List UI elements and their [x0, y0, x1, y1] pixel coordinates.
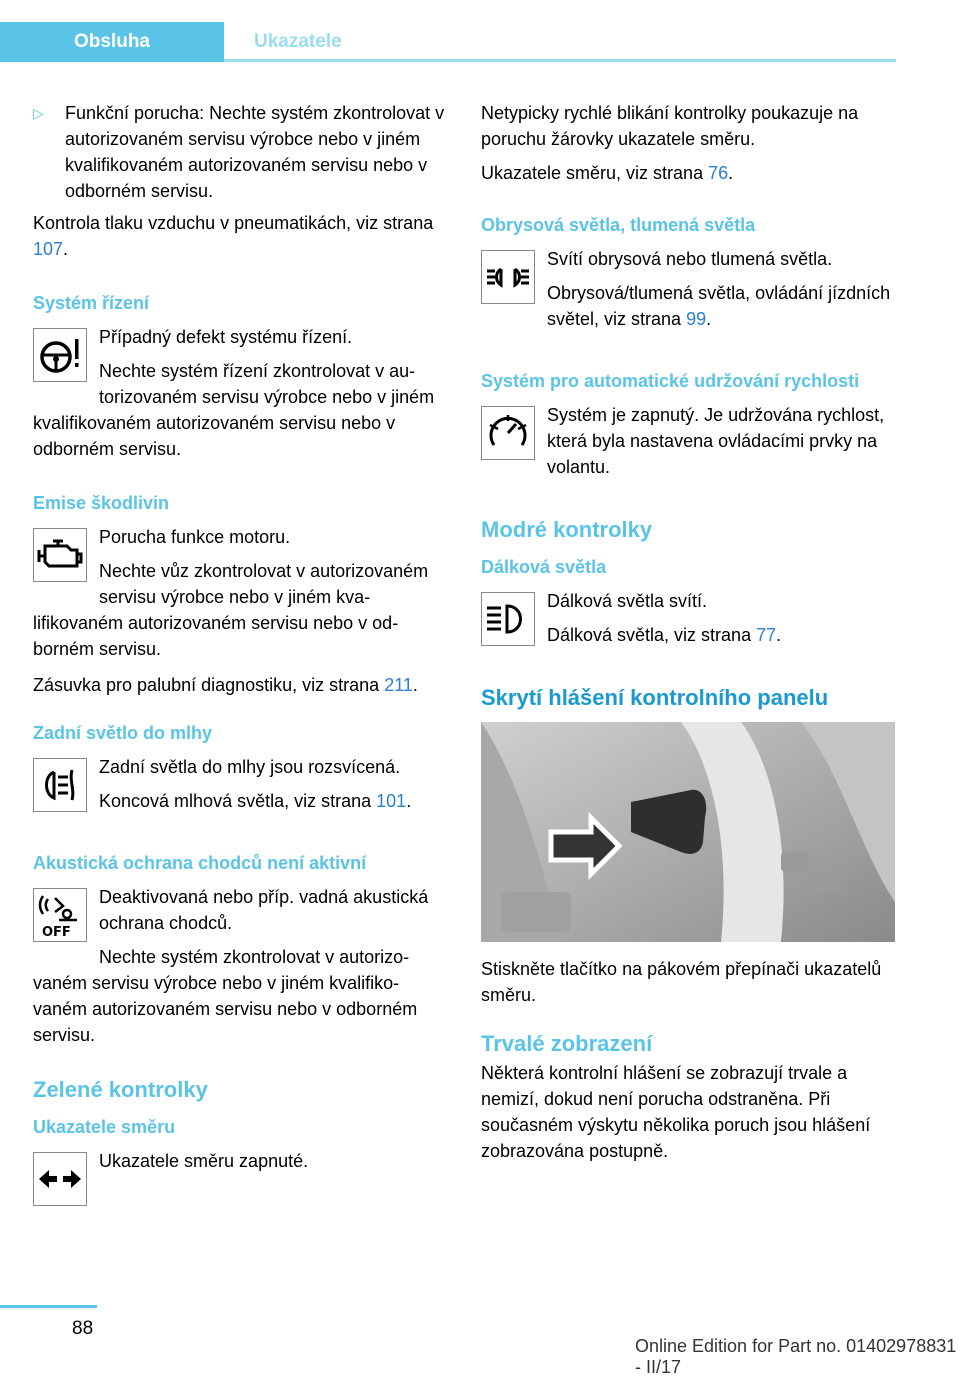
- section-title-steering: Systém řízení: [33, 293, 150, 313]
- side-lights-text-1: Svítí obrysová nebo tlumená světla.: [547, 249, 833, 269]
- header-tab-ukazatele[interactable]: Ukazatele: [224, 22, 896, 62]
- side-lights-block: [481, 246, 893, 340]
- side-lights-text-2: Obrysová/tlumená světla, ovládání jízdních světel, viz strana 99.: [547, 283, 891, 329]
- high-beam-block: [481, 588, 893, 656]
- section-title-hide-messages: Skrytí hlášení kontrolního panelu: [481, 685, 829, 710]
- section-title-pedestrian: Akustická ochrana chodců není aktivní: [33, 853, 367, 873]
- section-title-permanent-display: Trvalé zobrazení: [481, 1031, 653, 1056]
- page-link-101[interactable]: 101: [376, 791, 407, 811]
- section-title-blue-lights: Modré kontrolky: [481, 517, 653, 542]
- high-beam-text-1: Dálková světla svítí.: [547, 591, 708, 611]
- high-beam-text-2: Dálková světla, viz strana 77.: [547, 625, 782, 645]
- section-title-emissions: Emise škodlivin: [33, 493, 170, 513]
- side-lights-icon: [481, 250, 535, 304]
- blink-reference: Ukazatele směru, viz strana 76.: [481, 163, 734, 183]
- blink-paragraph: Netypicky rychlé blikání kontrolky poukazuje na poruchu žárovky ukazatele směru.: [481, 103, 859, 149]
- steering-block: [33, 324, 445, 462]
- page-link-211[interactable]: 211: [384, 675, 413, 695]
- steering-text-1: Případný defekt systému řízení.: [99, 327, 353, 347]
- svg-text:OFF: OFF: [42, 925, 71, 938]
- diag-paragraph: Zásuvka pro palubní diagnostiku, viz strana 211.: [33, 675, 418, 695]
- rear-fog-text-2: Koncová mlhová světla, viz strana 101.: [99, 791, 412, 811]
- rear-fog-light-icon: [33, 758, 87, 812]
- page-link-99[interactable]: 99: [686, 309, 707, 329]
- pedestrian-text-1: Deaktivovaná nebo příp. vadná akustická ochrana chodců.: [99, 887, 429, 933]
- emissions-block: [33, 524, 445, 662]
- engine-icon: [33, 528, 87, 582]
- rear-fog-text-1: Zadní světla do mlhy jsou rozsvícená.: [99, 757, 401, 777]
- page-link-107[interactable]: 107: [33, 239, 64, 259]
- turn-signals-text: Ukazatele směru zapnuté.: [99, 1151, 309, 1171]
- page-link-76[interactable]: 76: [708, 163, 729, 183]
- section-title-rear-fog: Zadní světlo do mlhy: [33, 723, 213, 743]
- cruise-control-icon: [481, 406, 535, 460]
- pedestrian-protection-off-icon: [33, 888, 87, 942]
- section-title-turn-signals: Ukazatele směru: [33, 1117, 176, 1137]
- turn-signal-lever-photo: [481, 722, 895, 942]
- emissions-text-2: Nechte vůz zkontrolovat v autorizovaném servisu výrobce nebo v jiném kvalifikovaném autorizovaném servisu nebo v odborném servisu.: [33, 561, 429, 659]
- high-beam-icon: [481, 592, 535, 646]
- tyre-paragraph: Kontrola tlaku vzduchu v pneumatikách, viz strana 107.: [33, 213, 434, 259]
- pedestrian-block: [33, 884, 445, 1048]
- cruise-block: [481, 402, 893, 488]
- triangle-bullet-icon: ▷: [33, 105, 44, 121]
- steering-text-2: Nechte systém řízení zkontrolovat v autorizovaném servisu výrobce nebo v jiném kvalifikovaném autorizovaném servisu nebo v odborném servisu.: [33, 361, 435, 459]
- footer-accent-line: [0, 1305, 97, 1308]
- right-column: [481, 100, 893, 1172]
- permanent-display-text: Některá kontrolní hlášení se zobrazují trvale a nemizí, dokud není porucha odstraněna. Při současném výskytu několika poruch jsou hlášení zobrazována postupně.: [481, 1063, 871, 1161]
- section-title-high-beam: Dálková světla: [481, 557, 607, 577]
- hide-messages-text: Stiskněte tlačítko na pákovém přepínači ukazatelů směru.: [481, 959, 882, 1005]
- section-title-green-lights: Zelené kontrolky: [33, 1077, 208, 1102]
- turn-signals-block: [33, 1148, 445, 1174]
- left-column: [33, 100, 445, 1210]
- rear-fog-block: [33, 754, 445, 822]
- header-tab-obsluha[interactable]: Obsluha: [0, 22, 224, 62]
- cruise-text-1: Systém je zapnutý. Je udržována rychlost, která byla nastavena ovládacími prvky na volantu.: [547, 405, 885, 477]
- bullet-item: [33, 100, 445, 204]
- section-title-cruise: Systém pro automatické udržování rychlosti: [481, 371, 860, 391]
- edition-note: Online Edition for Part no. 01402978831 - II/17: [635, 1336, 957, 1377]
- bullet-text: Funkční porucha: Nechte systém zkontrolovat v autorizovaném servisu výrobce nebo v jiném kvalifikovaném autorizovaném servisu nebo v odborném servisu.: [65, 103, 445, 201]
- section-title-side-lights: Obrysová světla, tlumená světla: [481, 215, 756, 235]
- page-link-77[interactable]: 77: [756, 625, 777, 645]
- turn-signal-arrows-icon: [33, 1152, 87, 1206]
- pedestrian-text-2: Nechte systém zkontrolovat v autorizovaném servisu výrobce nebo v jiném kvalifikovaném autorizovaném servisu nebo v odborném servisu.: [33, 947, 418, 1045]
- steering-warning-icon: [33, 328, 87, 382]
- page-number: 88: [72, 1318, 94, 1339]
- emissions-text-1: Porucha funkce motoru.: [99, 527, 291, 547]
